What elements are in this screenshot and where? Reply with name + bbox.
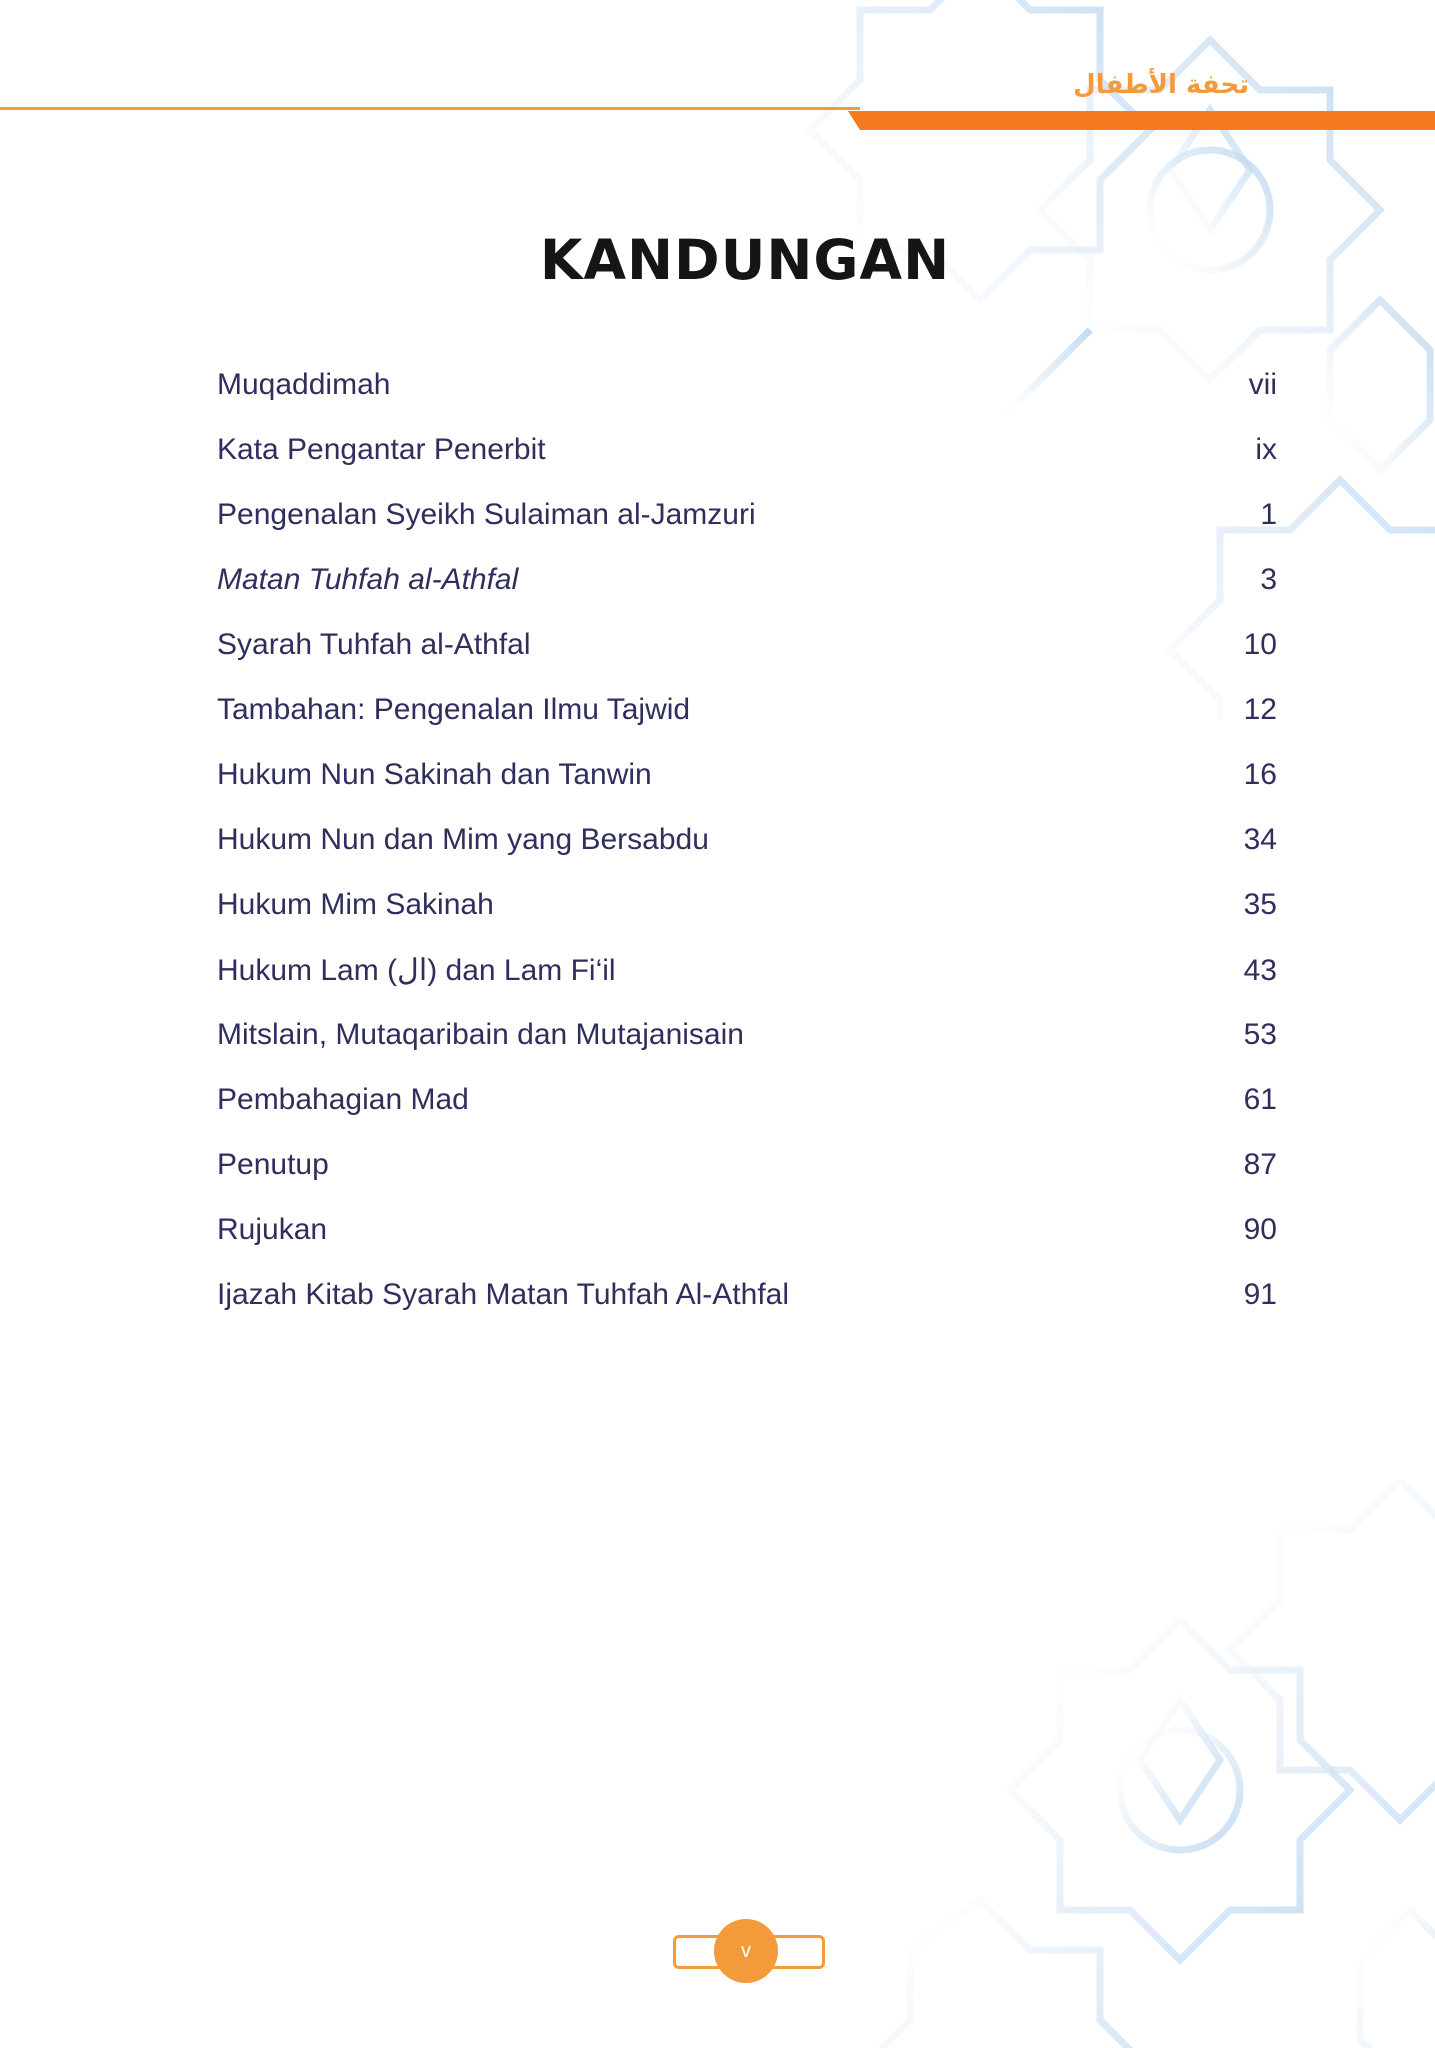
toc-row[interactable]: [217, 693, 1277, 758]
toc-label: Penutup: [217, 1148, 329, 1181]
toc-row[interactable]: [217, 1213, 1277, 1278]
table-of-contents: [217, 368, 1277, 1343]
toc-page-number: 61: [1243, 1083, 1277, 1116]
toc-page-number: 1: [1260, 498, 1277, 531]
toc-label: Kata Pengantar Penerbit: [217, 433, 546, 466]
toc-label: Ijazah Kitab Syarah Matan Tuhfah Al-Athfal: [217, 1278, 790, 1311]
toc-row[interactable]: [217, 368, 1277, 433]
toc-row[interactable]: [217, 823, 1277, 888]
toc-label: Rujukan: [217, 1213, 328, 1246]
toc-page-number: 87: [1243, 1148, 1277, 1181]
book-title-arabic: تحفة الأطفال: [1073, 70, 1249, 100]
toc-label: Muqaddimah: [217, 368, 391, 401]
toc-row[interactable]: [217, 1148, 1277, 1213]
toc-label: Mitslain, Mutaqaribain dan Mutajanisain: [217, 1018, 744, 1051]
toc-label: Syarah Tuhfah al-Athfal: [217, 628, 531, 661]
toc-page-number: 34: [1243, 823, 1277, 856]
toc-row[interactable]: [217, 628, 1277, 693]
pattern-bottom-right: [820, 1480, 1435, 2048]
toc-page-number: 43: [1243, 954, 1277, 987]
toc-row[interactable]: [217, 563, 1277, 628]
toc-row[interactable]: [217, 1278, 1277, 1343]
page-title: KANDUNGAN: [539, 228, 951, 292]
toc-label: Tambahan: Pengenalan Ilmu Tajwid: [217, 693, 691, 726]
toc-row[interactable]: [217, 1018, 1277, 1083]
toc-row[interactable]: [217, 888, 1277, 953]
toc-label: Hukum Nun Sakinah dan Tanwin: [217, 758, 652, 791]
toc-row[interactable]: [217, 953, 1277, 1018]
toc-label: Hukum Lam (ال) dan Lam Fi‘il: [217, 954, 616, 987]
header-rule: [0, 107, 860, 110]
toc-row[interactable]: [217, 498, 1277, 563]
toc-page-number: 90: [1243, 1213, 1277, 1246]
toc-page-number: 35: [1243, 888, 1277, 921]
toc-page-number: 16: [1243, 758, 1277, 791]
toc-page-number: 10: [1243, 628, 1277, 661]
toc-label: Matan Tuhfah al-Athfal: [217, 563, 519, 596]
toc-row[interactable]: [217, 758, 1277, 823]
toc-label: Hukum Mim Sakinah: [217, 888, 494, 921]
page-number: v: [741, 1939, 751, 1962]
toc-row[interactable]: [217, 1083, 1277, 1148]
toc-page-number: 12: [1243, 693, 1277, 726]
toc-page-number: 91: [1243, 1278, 1277, 1311]
footer-page-badge: [714, 1919, 778, 1983]
toc-page-number: vii: [1248, 368, 1277, 401]
toc-page-number: ix: [1255, 433, 1277, 466]
toc-page-number: 53: [1243, 1018, 1277, 1051]
toc-label: Pembahagian Mad: [217, 1083, 469, 1116]
toc-row[interactable]: [217, 433, 1277, 498]
toc-page-number: 3: [1260, 563, 1277, 596]
toc-label: Pengenalan Syeikh Sulaiman al-Jamzuri: [217, 498, 756, 531]
header-accent-bar: [860, 111, 1435, 130]
toc-label: Hukum Nun dan Mim yang Bersabdu: [217, 823, 709, 856]
